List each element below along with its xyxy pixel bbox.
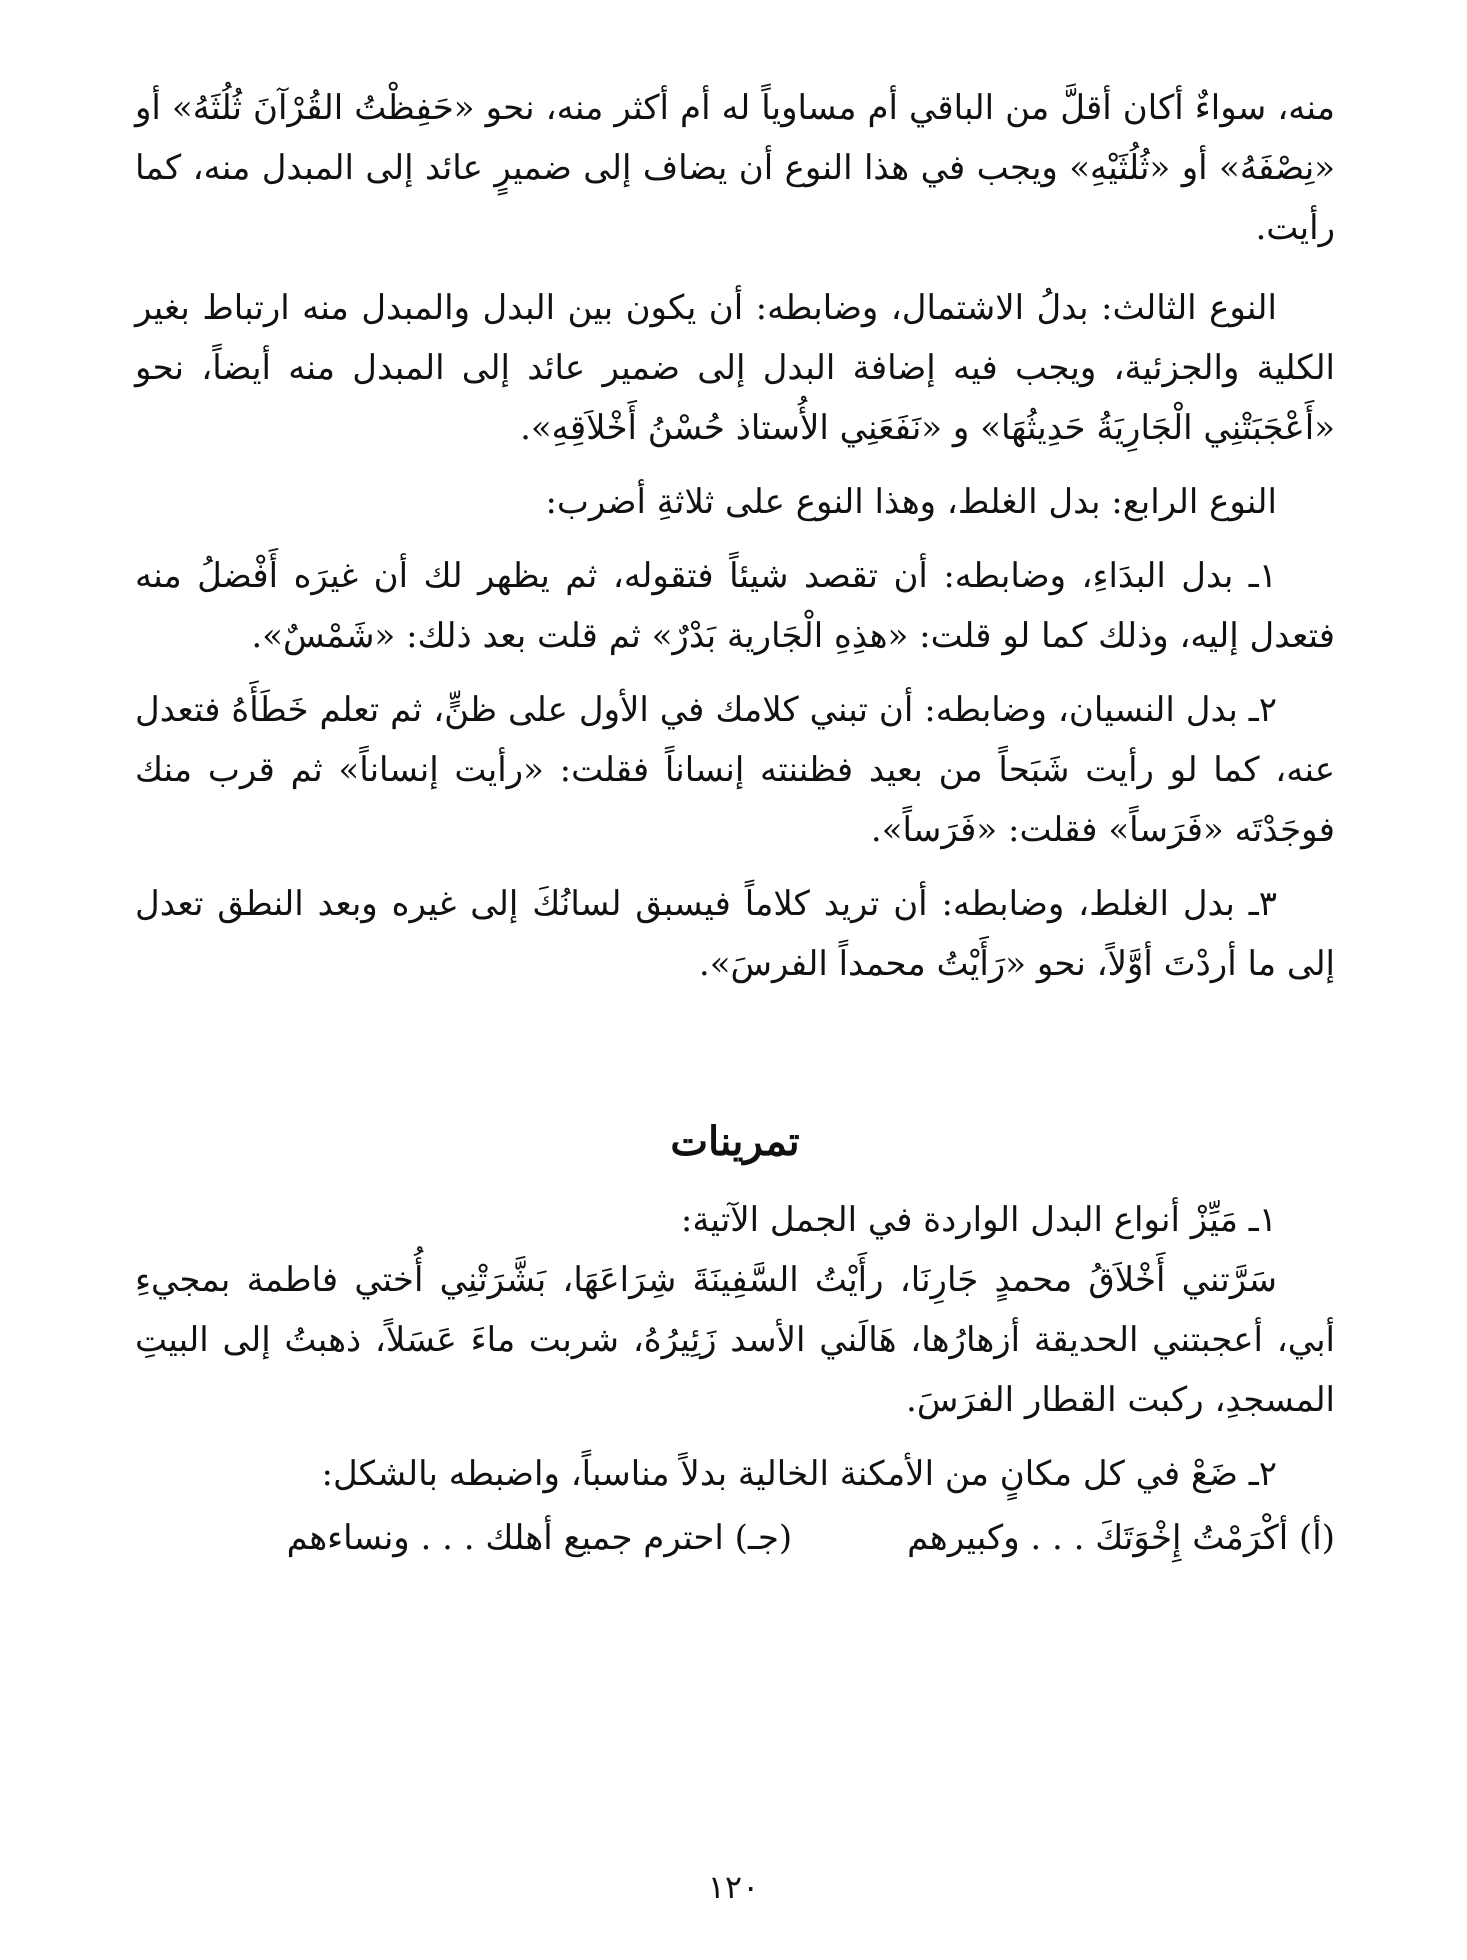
exercises-heading: تمرينات: [670, 1118, 800, 1165]
paragraph-badal-ghalat: ٣ـ بدل الغلط، وضابطه: أن تريد كلاماً فيسبق لسانُكَ إلى غيره وبعد النطق تعدل إلى ما أردْتَ أوَّلاً، نحو «رَأَيْتُ محمداً الفرسَ».: [135, 884, 1335, 984]
exercise-1-body: سَرَّتني أَخْلاَقُ محمدٍ جَارِنَا، رأَيْتُ السَّفِينَةَ شِرَاعَهَا، بَشَّرَتْنِي أُختي فاطمة بمجيءِ أبي، أعجبتني الحديقة أزهارُها، هَالَني الأسد زَئِيرُهُ، شربت ماءَ عَسَلاً، ذهبتُ إلى البيتِ المسجدِ، ركبت القطار الفرَسَ.: [135, 1260, 1335, 1420]
exercise-1-title: ١ـ مَيِّزْ أنواع البدل الواردة في الجمل الآتية:: [680, 1200, 1277, 1240]
paragraph-badal-nisyan: ٢ـ بدل النسيان، وضابطه: أن تبني كلامك في الأول على ظنٍّ، ثم تعلم خَطَأَهُ فتعدل عنه، كما لو رأيت شَبَحاً من بعيد فظننته إنساناً فقلت: «رأيت إنساناً» ثم قرب منك فوجَدْتَه «فَرَساً» فقلت: «فَرَساً».: [135, 690, 1335, 850]
paragraph-badal-bada: ١ـ بدل البدَاءِ، وضابطه: أن تقصد شيئاً فتقوله، ثم يظهر لك أن غيرَه أَفْضلُ منه فتعدل إليه، وذلك كما لو قلت: «هذِهِ الْجَارية بَدْرٌ» ثم قلت بعد ذلك: «شَمْسٌ».: [135, 556, 1335, 656]
document-page: [135, 78, 1335, 1568]
exercise-2-item-a: (أ) أكْرَمْتُ إِخْوَتَكَ . . . وكبيرهم: [907, 1518, 1335, 1558]
paragraph-intro: منه، سواءٌ أكان أقلَّ من الباقي أم مساوياً له أم أكثر منه، نحو «حَفِظْتُ القُرْآنَ ثُلُثَهُ» أو «نِصْفَهُ» أو «ثُلُثَيْهِ» ويجب في هذا النوع أن يضاف إلى ضميرٍ عائد إلى المبدل منه، كما رأيت.: [135, 88, 1335, 248]
exercise-2-items: [135, 1508, 1335, 1568]
paragraph-type-three: النوع الثالث: بدلُ الاشتمال، وضابطه: أن يكون بين البدل والمبدل منه ارتباط بغير الكلية والجزئية، ويجب فيه إضافة البدل إلى ضمير عائد إلى المبدل منه أيضاً، نحو «أَعْجَبَتْنِي الْجَارِيَةُ حَدِيثُهَا» و «نَفَعَنِي الأُستاذ حُسْنُ أَخْلاَقِهِ».: [135, 288, 1335, 448]
page-number: ١٢٠: [707, 1868, 760, 1906]
exercise-2-item-c: (جـ) احترم جميع أهلك . . . ونساءهم: [286, 1518, 793, 1558]
exercise-2-title: ٢ـ ضَعْ في كل مكانٍ من الأمكنة الخالية بدلاً مناسباً، واضبطه بالشكل:: [321, 1454, 1277, 1494]
paragraph-type-four: النوع الرابع: بدل الغلط، وهذا النوع على ثلاثةِ أضرب:: [545, 482, 1277, 522]
